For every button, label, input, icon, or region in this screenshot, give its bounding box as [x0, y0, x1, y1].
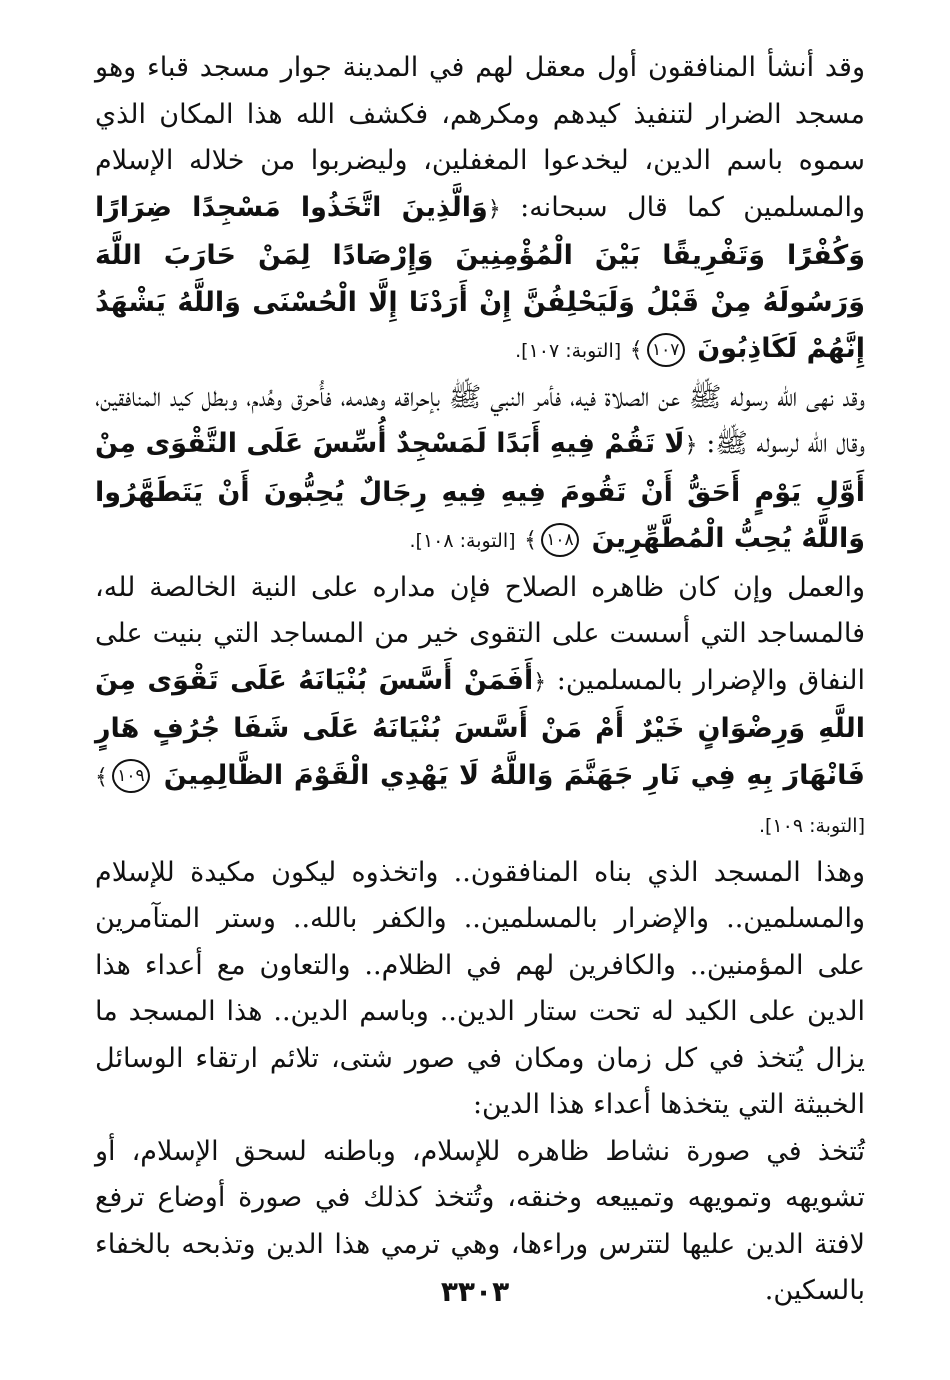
paragraph-text: وقد أنشأ المنافقون أول معقل لهم في المدينة جوار مسجد قباء وهو مسجد الضرار لتنفيذ كيدهم ومكرهم، فكشف الله هذا المكان الذي سموه باسم الدين، ليخدعوا المغفلين، وليضربوا من خلاله الإسلام والمسلمين كما قال سبحانه: — [95, 52, 865, 223]
ornate-open-bracket: ﴿ — [533, 669, 547, 695]
verse-reference: [التوبة: ١٠٨]. — [409, 530, 516, 552]
verse-reference: [التوبة: ١٠٩]. — [758, 815, 865, 837]
verse-number-badge: ١٠٧ — [647, 333, 685, 367]
paragraph-intention — [95, 565, 865, 850]
paragraph-text: والعمل وإن كان ظاهره الصلاح فإن مداره على النية الخالصة لله، فالمساجد التي أسست على التقوى خير من المساجد التي بنيت على النفاق والإضرار بالمسلمين: — [95, 571, 865, 696]
verse-reference: [التوبة: ١٠٧]. — [515, 340, 622, 362]
page-number: ٣٣٠٣ — [440, 1275, 510, 1308]
ornate-close-bracket: ﴾ — [629, 338, 643, 363]
ornate-open-bracket: ﴿ — [684, 433, 698, 458]
ornate-close-bracket: ﴾ — [95, 764, 108, 790]
paragraph-mosque-today: وهذا المسجد الذي بناه المنافقون.. واتخذوه ليكون مكيدة للإسلام والمسلمين.. والإضرار بالمسلمين.. والكفر بالله.. وستر المتآمرين على المؤمنين.. والكافرين لهم في الظلام.. والتعاون مع أعداء هذا الدين على الكيد له تحت ستار الدين.. وباسم الدين.. هذا المسجد ما يزال يُتخذ في كل زمان ومكان في صور شتى، تلائم ارتقاء الوسائل الخبيثة التي يتخذها أعداء هذا الدين: — [95, 856, 865, 1120]
paragraph-forms: تُتخذ في صورة نشاط ظاهره للإسلام، وباطنه لسحق الإسلام، أو تشويهه وتمويهه وتمييعه وخنقه، وتُتخذ كذلك في صورة أوضاع ترفع لافتة الدين عليها لتترس وراءها، وهي ترمي هذا الدين وتذبحه بالخفاء بالسكين. — [95, 1135, 865, 1306]
ornate-close-bracket: ﴾ — [524, 528, 537, 553]
quran-verse: أَفَمَنْ أَسَّسَ بُنْيَانَهُ عَلَى تَقْوَى مِنَ اللَّهِ وَرِضْوَانٍ خَيْرٌ أَمْ مَنْ أَسَّسَ بُنْيَانَهُ عَلَى شَفَا جُرُفٍ هَارٍ فَانْهَارَ بِهِ فِي نَارِ جَهَنَّمَ وَاللَّهُ لَا يَهْدِي الْقَوْمَ الظَّالِمِينَ — [95, 664, 865, 791]
quran-verse: لَا تَقُمْ فِيهِ أَبَدًا لَمَسْجِدٌ أُسِّسَ عَلَى التَّقْوَى مِنْ أَوَّلِ يَوْمٍ أَحَقُّ أَنْ تَقُومَ فِيهِ فِيهِ رِجَالٌ يُحِبُّونَ أَنْ يَتَطَهَّرُوا وَاللَّهُ يُحِبُّ الْمُطَّهِّرِينَ — [95, 428, 865, 554]
quran-verse: وَالَّذِينَ اتَّخَذُوا مَسْجِدًا ضِرَارًا وَكُفْرًا وَتَفْرِيقًا بَيْنَ الْمُؤْمِنِينَ وَإِرْصَادًا لِمَنْ حَارَبَ اللَّهَ وَرَسُولَهُ مِنْ قَبْلُ وَلَيَحْلِفُنَّ إِنْ أَرَدْنَا إِلَّا الْحُسْنَى وَاللَّهُ يَشْهَدُ إِنَّهُمْ لَكَاذِبُونَ — [95, 191, 865, 364]
verse-number-badge: ١٠٨ — [541, 523, 579, 557]
ornate-open-bracket: ﴿ — [487, 196, 501, 222]
page-body — [95, 45, 865, 1315]
paragraph-text: وقد نهى الله رسوله ﷺ عن الصلاة فيه، فأمر النبي ﷺ بإحراقه وهدمه، فأُحرق وهُدم، وبطل كيد المنافقين، وقال الله لرسوله ﷺ: — [95, 381, 865, 459]
verse-number-badge: ١٠٩ — [112, 759, 150, 793]
paragraph-masjid-dirar — [95, 45, 865, 375]
paragraph-prohibition — [95, 375, 865, 565]
